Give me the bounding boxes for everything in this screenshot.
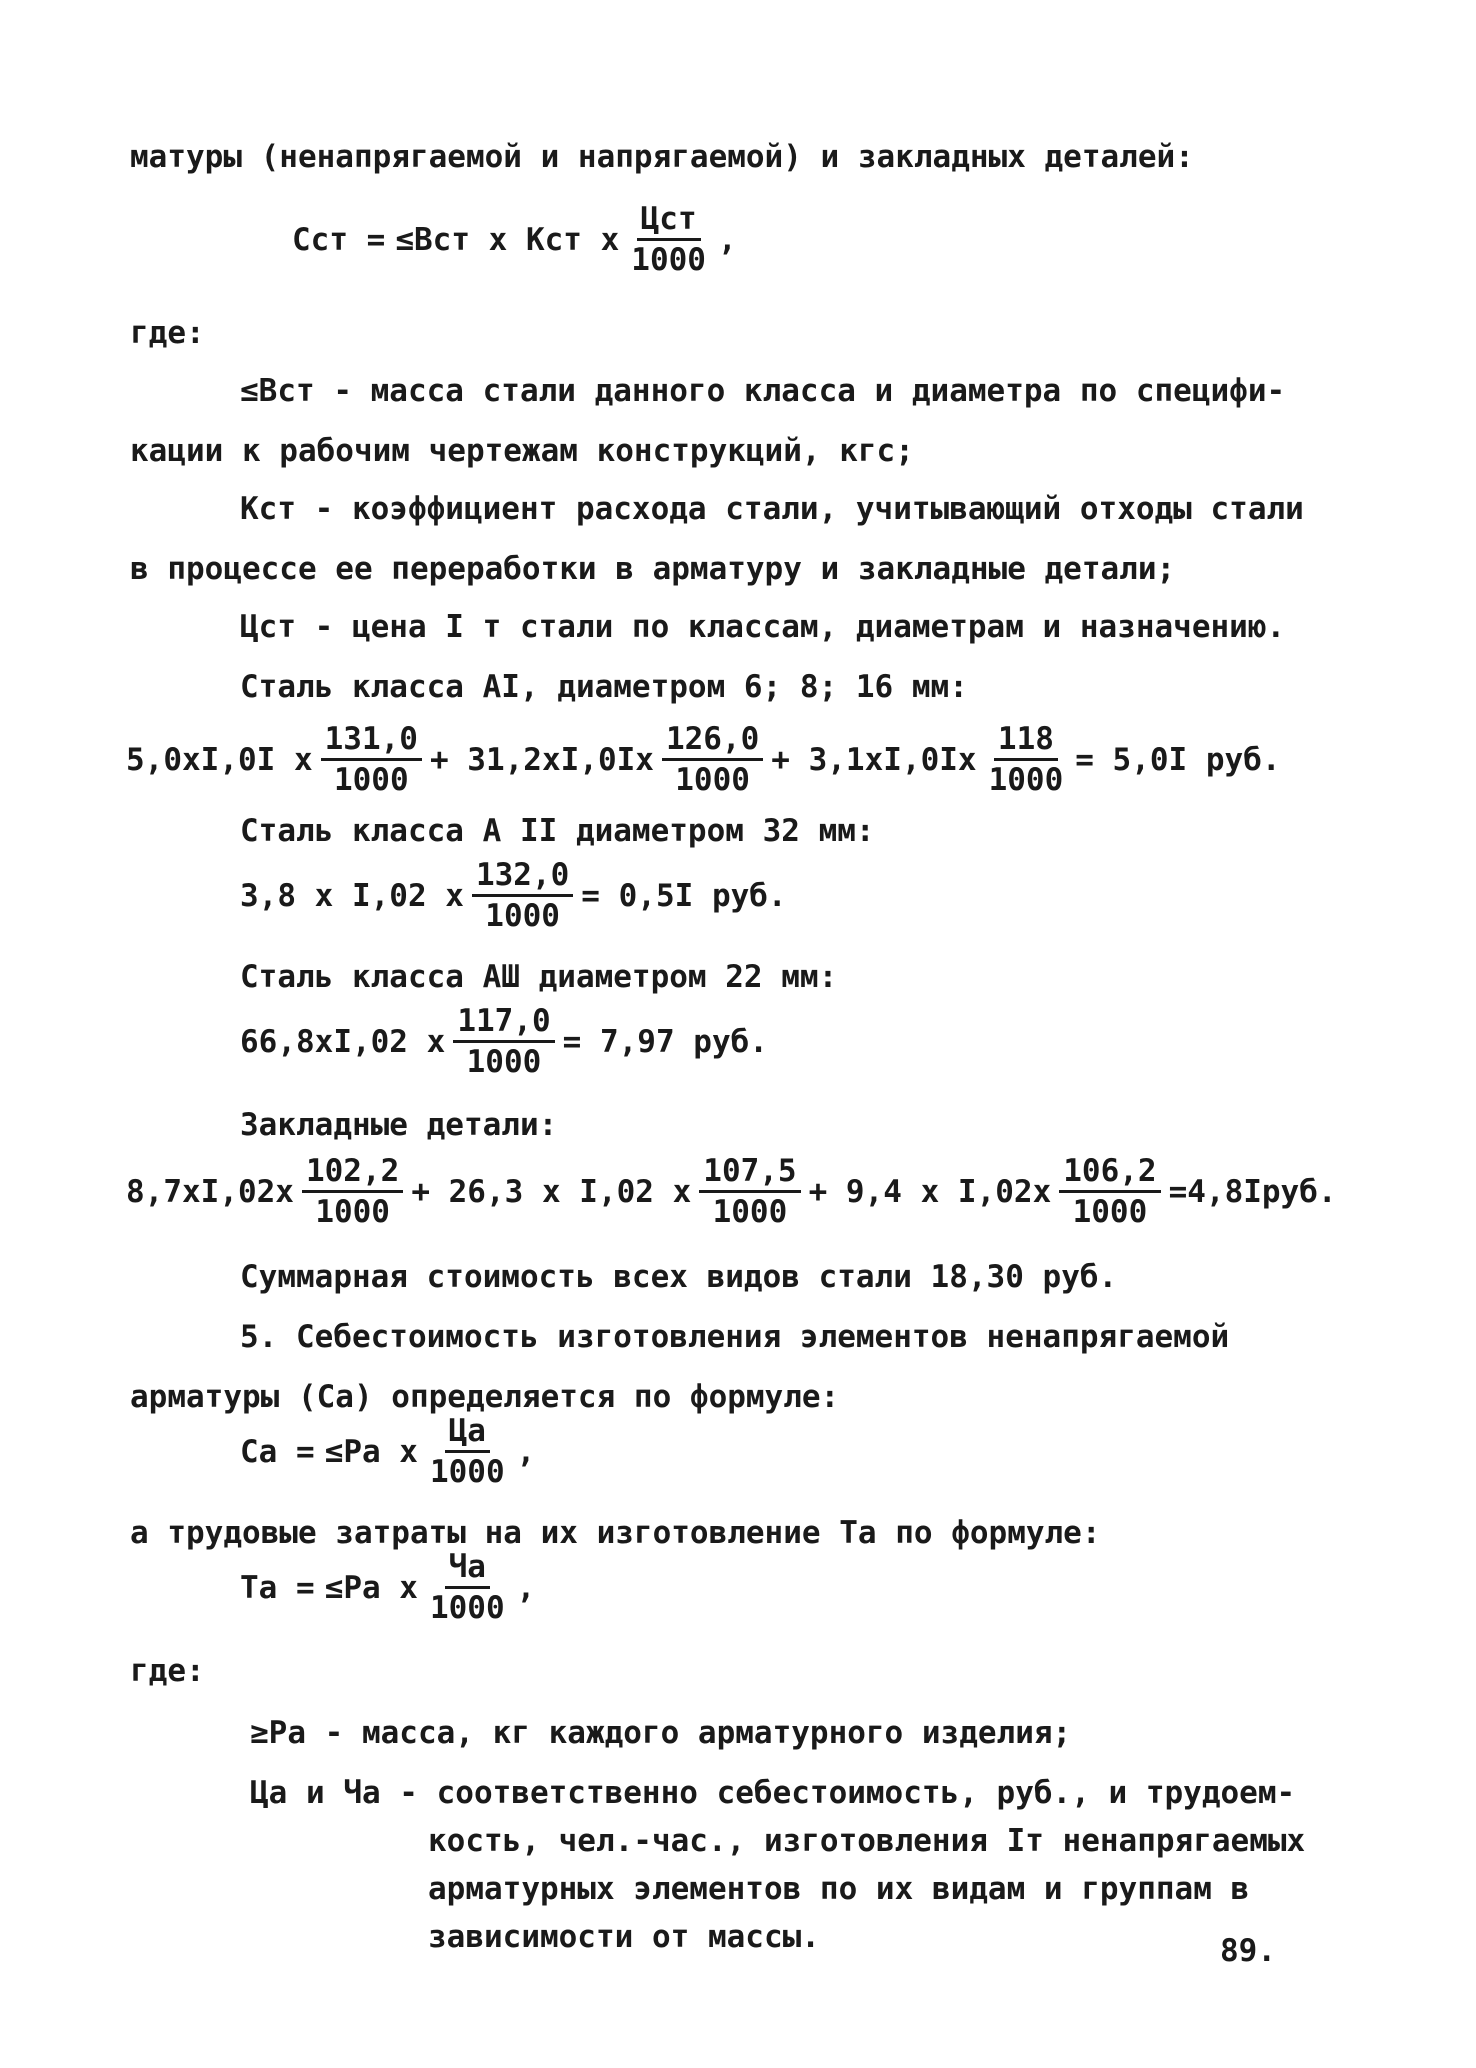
definition-line: арматурных элементов по их видам и группам в [428,1871,1250,1907]
definition-line: ≤Вст - масса стали данного класса и диаметра по специфи- [240,373,1286,409]
section-heading: Сталь класса АШ диаметром 22 мм: [240,959,838,995]
section-heading: Закладные детали: [240,1107,558,1143]
total-line: Суммарная стоимость всех видов стали 18,30 руб. [240,1259,1118,1295]
formula-cst: Сст = ≤Вст x Кст x $\frac{\text{Цст}}{1000}$ , [292,201,737,279]
definition-line: в процессе ее переработки в арматуру и закладные детали; [130,551,1176,587]
paragraph-line: 5. Себестоимость изготовления элементов ненапрягаемой [240,1319,1230,1355]
page-number: 89. [1220,1933,1276,1969]
formula-steel-a3: 66,8xI,02 x $\frac{117,0}{1000}$ = 7,97 руб. [240,1003,768,1081]
formula-embedded-parts: 8,7xI,02x $\frac{102,2}{1000}$ + 26,3 x I,02 x $\frac{107,5}{1000}$ + 9,4 x I,02x $\frac{106,2}{1000}$ =4,8Iруб. [126,1153,1337,1231]
section-heading: Сталь класса А II диаметром 32 мм: [240,813,875,849]
paragraph-line: а трудовые затраты на их изготовление Та по формуле: [130,1515,1101,1551]
definition-line: кации к рабочим чертежам конструкций, кгс; [130,433,914,469]
definition-line: кость, чел.-час., изготовления Iт ненапрягаемых [428,1823,1306,1859]
definition-line: ≥Ра - масса, кг каждого арматурного изделия; [250,1715,1072,1751]
paragraph-line: арматуры (Са) определяется по формуле: [130,1379,840,1415]
where-label: где: [130,1653,205,1689]
definition-line: Цст - цена I т стали по классам, диаметрам и назначению. [240,609,1286,645]
text-line: матуры (ненапрягаемой и напрягаемой) и закладных деталей: [130,139,1194,175]
definition-line: Ца и Ча - соответственно себестоимость, руб., и трудоем- [250,1775,1296,1811]
where-label: где: [130,315,205,351]
definition-line: зависимости от массы. [428,1919,820,1955]
formula-ta: Та = ≤Ра x $\frac{Ча}{1000}$ , [240,1549,536,1627]
definition-line: Кст - коэффициент расхода стали, учитывающий отходы стали [240,491,1304,527]
formula-steel-a1: 5,0xI,0I x $\frac{131,0}{1000}$ + 31,2xI,0Ix $\frac{126,0}{1000}$ + 3,1xI,0Ix $\frac{118}{1000}$ = 5,0I руб. [126,721,1281,799]
formula-steel-a2: 3,8 x I,02 x $\frac{132,0}{1000}$ = 0,5I руб. [240,857,787,935]
section-heading: Сталь класса AI, диаметром 6; 8; 16 мм: [240,669,968,705]
formula-ca: Са = ≤Ра x $\frac{Ца}{1000}$ , [240,1413,536,1491]
